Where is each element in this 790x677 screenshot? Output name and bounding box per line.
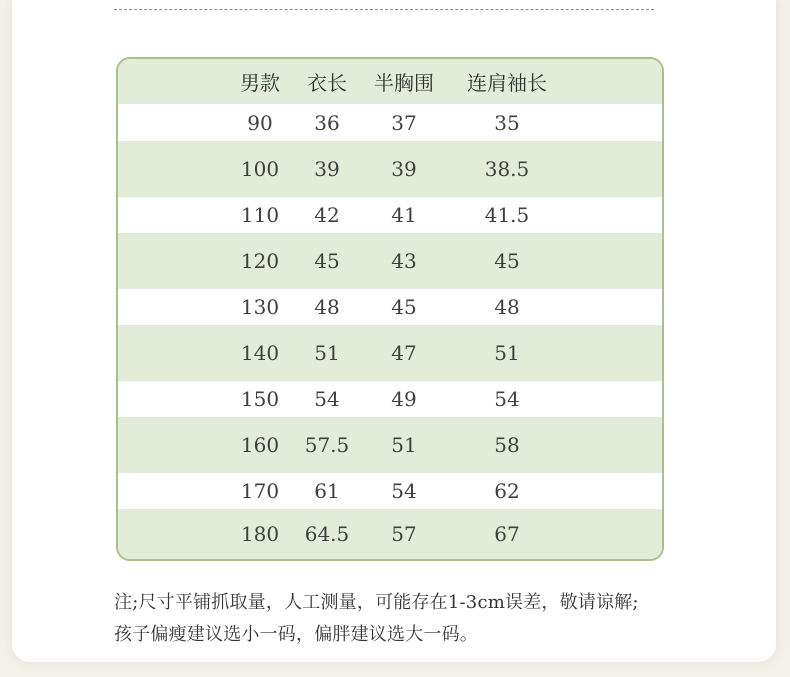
cell-size: 130 [240, 295, 280, 319]
cell-length: 36 [314, 110, 340, 135]
cell-sleeve-length: 67 [494, 522, 520, 546]
cell-length: 61 [314, 479, 340, 503]
cell-half-chest: 47 [391, 341, 417, 365]
table-row [118, 417, 662, 473]
cell-size: 120 [240, 249, 280, 273]
cell-sleeve-length: 48 [494, 295, 520, 319]
size-table [116, 57, 664, 561]
cell-sleeve-length: 51 [494, 341, 520, 365]
table-row [118, 325, 662, 381]
cell-half-chest: 39 [391, 157, 417, 181]
cell-size: 150 [240, 387, 280, 411]
cell-half-chest: 37 [391, 110, 417, 135]
table-row [118, 381, 662, 417]
header-sleeve-length: 连肩袖长 [467, 71, 547, 95]
cell-size: 140 [240, 341, 280, 365]
cell-sleeve-length: 62 [494, 479, 520, 503]
cell-half-chest: 45 [391, 295, 417, 319]
header-length: 衣长 [307, 71, 347, 95]
cell-size: 170 [240, 479, 280, 503]
table-row [118, 289, 662, 325]
cell-half-chest: 49 [391, 387, 417, 411]
table-row [118, 141, 662, 197]
cell-length: 64.5 [304, 522, 350, 546]
cell-length: 54 [314, 387, 340, 411]
cell-sleeve-length: 58 [494, 433, 520, 457]
cell-size: 100 [240, 157, 280, 181]
cell-size: 180 [240, 522, 280, 546]
table-row [118, 197, 662, 233]
cell-size: 90 [247, 110, 273, 135]
cell-length: 51 [314, 341, 340, 365]
table-row [118, 509, 662, 559]
cell-length: 45 [314, 249, 340, 273]
dotted-divider [114, 9, 654, 10]
size-advice-note: 孩子偏瘦建议选小一码，偏胖建议选大一码。 [114, 624, 478, 645]
cell-sleeve-length: 41.5 [484, 203, 530, 227]
cell-half-chest: 41 [391, 203, 417, 227]
cell-sleeve-length: 38.5 [484, 157, 530, 181]
cell-half-chest: 51 [391, 433, 417, 457]
measurement-note: 注;尺寸平铺抓取量，人工测量，可能存在1-3cm误差，敬请谅解; [114, 592, 639, 613]
table-row [118, 233, 662, 289]
cell-size: 160 [240, 433, 280, 457]
cell-length: 48 [314, 295, 340, 319]
cell-sleeve-length: 35 [494, 110, 520, 135]
cell-half-chest: 43 [391, 249, 417, 273]
table-row [118, 104, 662, 141]
cell-half-chest: 57 [391, 522, 417, 546]
cell-length: 57.5 [304, 433, 350, 457]
cell-half-chest: 54 [391, 479, 417, 503]
cell-length: 42 [314, 203, 340, 227]
header-style: 男款 [240, 71, 280, 95]
cell-sleeve-length: 45 [494, 249, 520, 273]
table-header-row [118, 59, 662, 104]
cell-sleeve-length: 54 [494, 387, 520, 411]
cell-size: 110 [240, 203, 280, 227]
header-half-chest: 半胸围 [374, 71, 434, 95]
table-row [118, 473, 662, 509]
cell-length: 39 [314, 157, 340, 181]
